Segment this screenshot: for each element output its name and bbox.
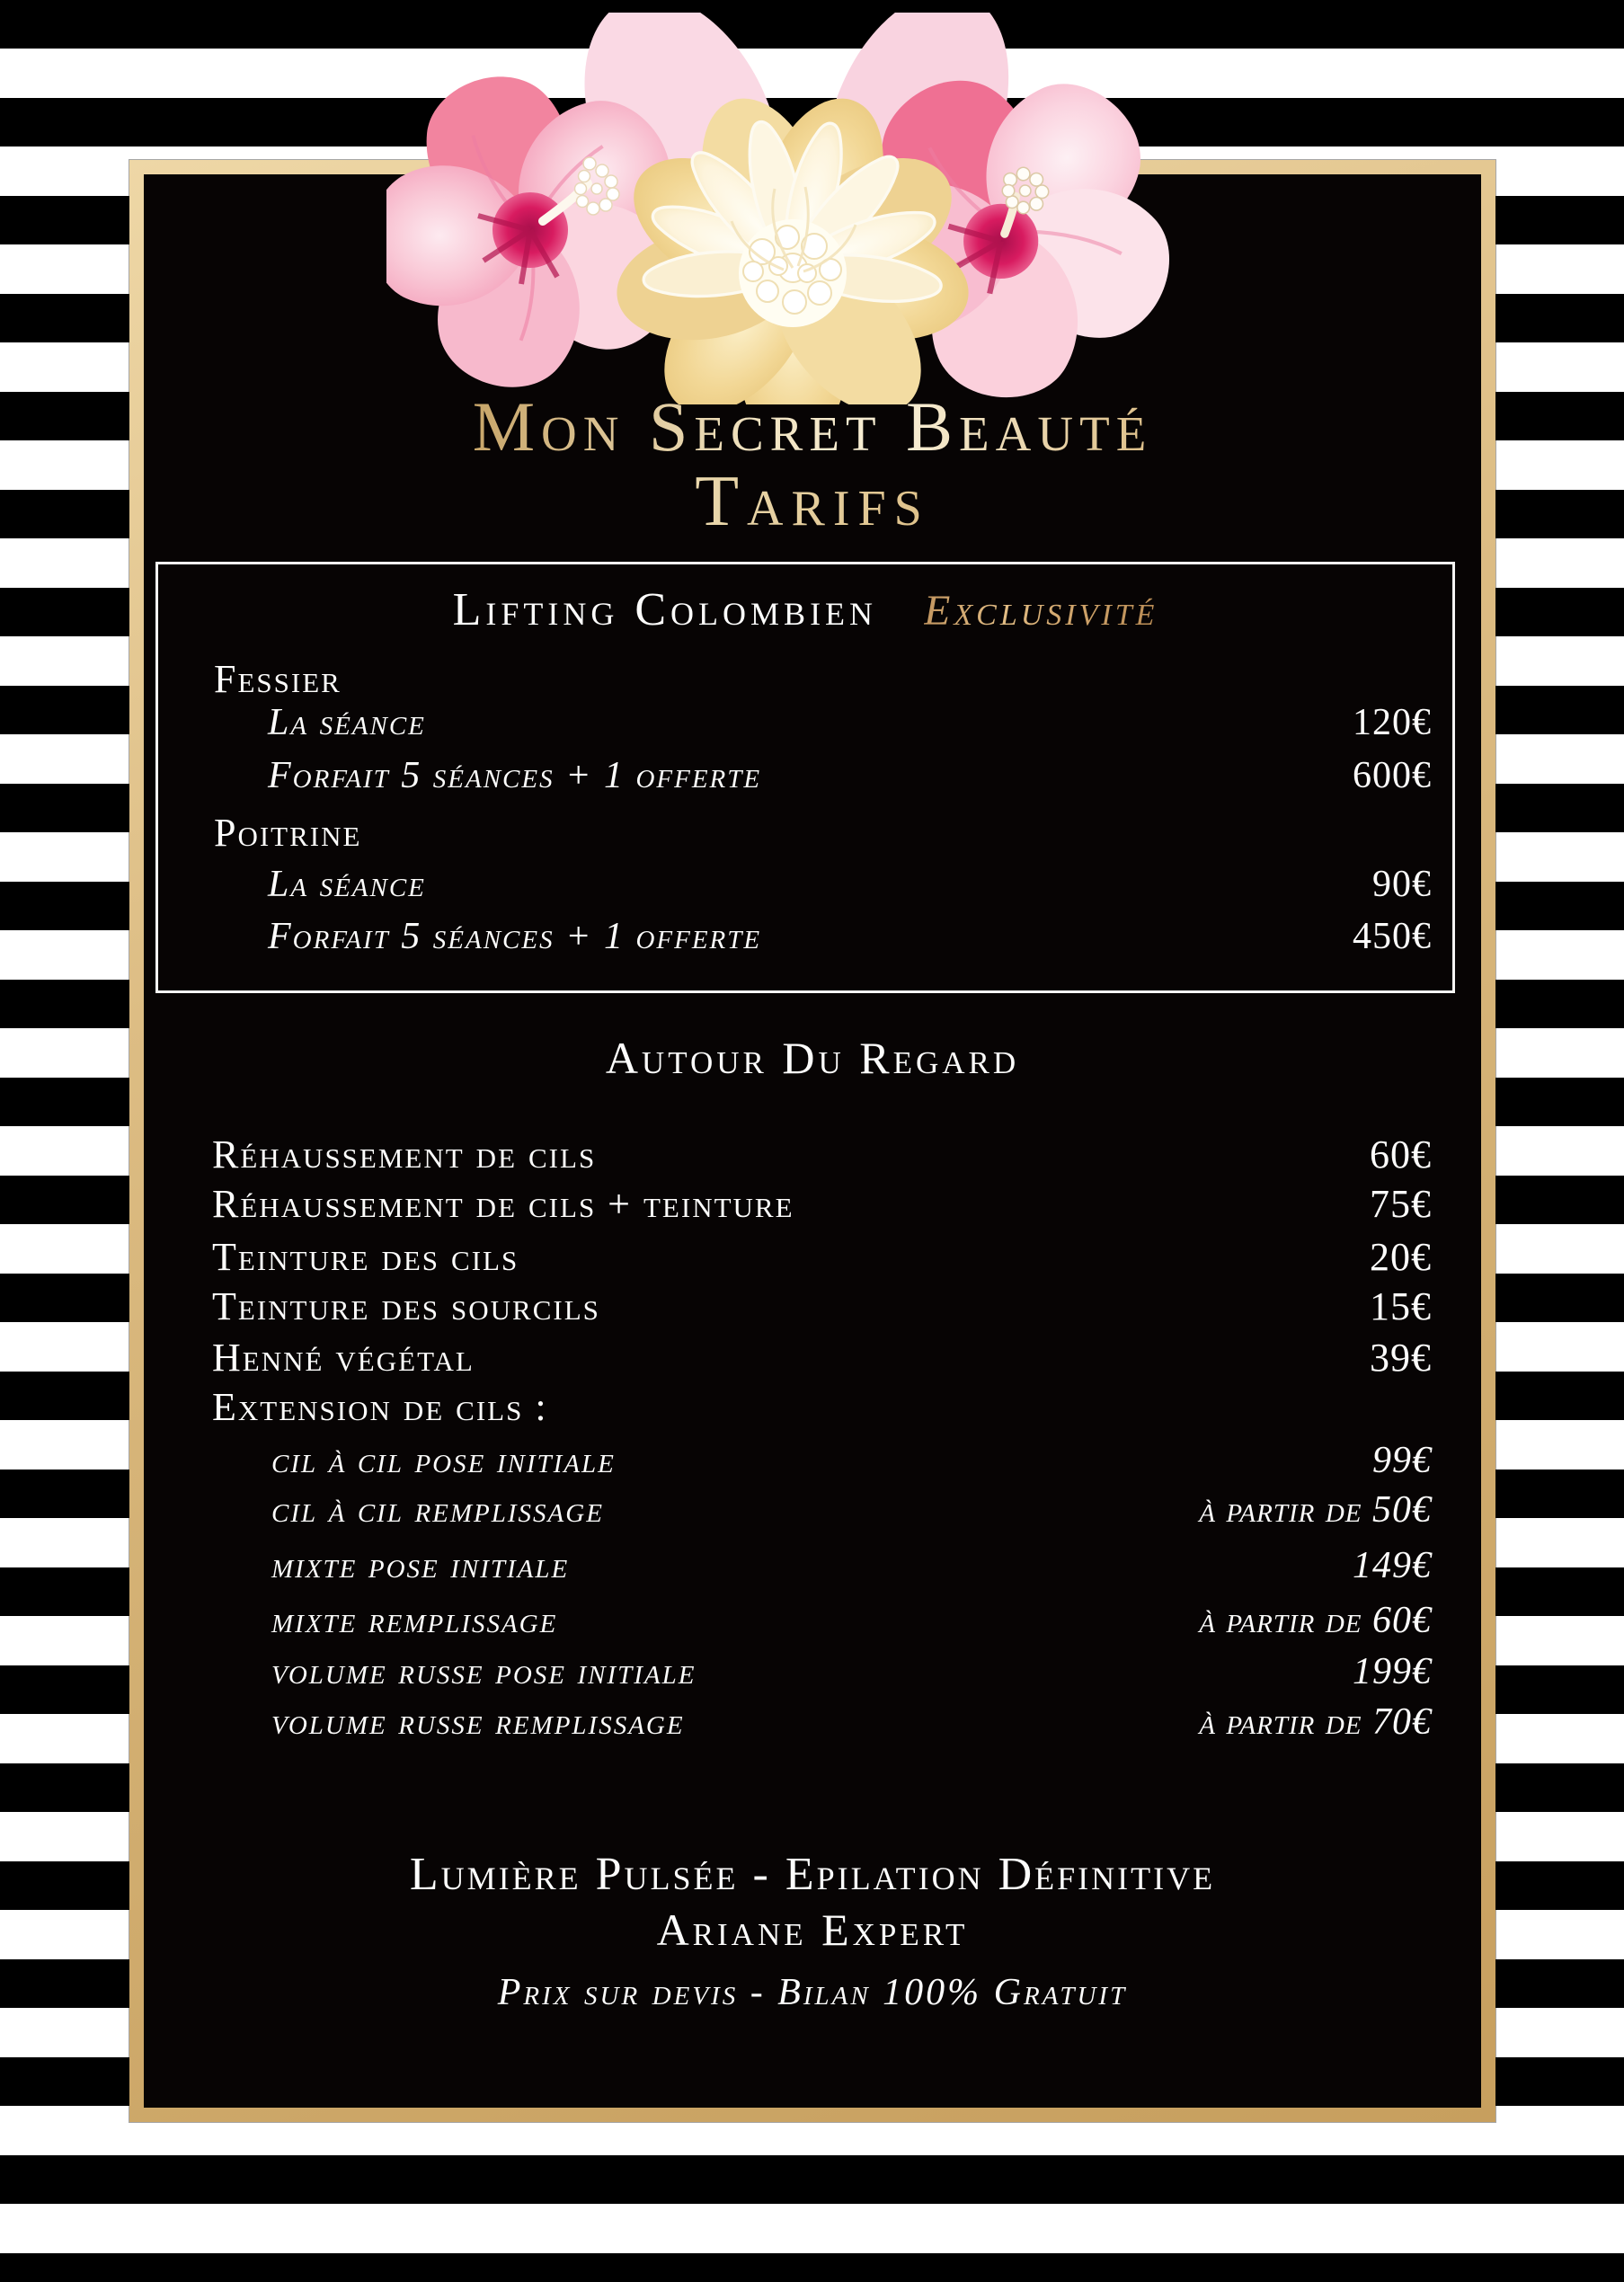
regard-section-title: Autour Du Regard	[605, 1033, 1020, 1083]
price-amount: 75€	[1370, 1182, 1432, 1226]
item-label: Réhaussement de cils + teinture	[212, 1182, 794, 1226]
pulse-section-subtitle: Ariane Expert	[656, 1905, 969, 1955]
lifting-section-title: Lifting Colombien	[452, 584, 878, 635]
item-label: cil à cil remplissage	[271, 1489, 604, 1531]
price-amount: 600€	[1353, 755, 1432, 796]
price-prefix: à partir de	[1199, 1489, 1372, 1531]
item-label: La séance	[268, 702, 426, 743]
price-amount: 70€	[1372, 1701, 1432, 1743]
price-row	[268, 703, 1432, 742]
price-row	[268, 756, 1432, 795]
price-amount: 39€	[1370, 1336, 1432, 1380]
price-row	[271, 1546, 1432, 1585]
item-label: volume russe remplissage	[271, 1701, 685, 1743]
price-amount: 90€	[1372, 864, 1432, 905]
price-amount: 99€	[1372, 1440, 1432, 1481]
price-row	[268, 917, 1432, 956]
price-row	[271, 1441, 1432, 1480]
item-price	[1343, 1337, 1432, 1379]
item-label: Teinture des sourcils	[212, 1284, 600, 1328]
item-price	[1343, 1237, 1432, 1278]
item-label: mixte pose initiale	[271, 1545, 570, 1586]
item-label: mixte remplissage	[271, 1600, 558, 1641]
price-row	[214, 659, 1432, 700]
item-label: Réhaussement de cils	[212, 1132, 597, 1177]
item-price	[1326, 1652, 1432, 1692]
price-amount: 60€	[1372, 1600, 1432, 1641]
price-amount: 50€	[1372, 1489, 1432, 1531]
price-amount: 20€	[1370, 1235, 1432, 1279]
item-price	[1172, 1702, 1432, 1742]
item-label: Poitrine	[214, 811, 362, 855]
price-row	[271, 1601, 1432, 1640]
price-amount: 15€	[1370, 1284, 1432, 1328]
item-label: Fessier	[214, 657, 342, 701]
pulse-section-note: Prix sur devis - Bilan 100% Gratuit	[497, 1972, 1128, 2013]
item-price	[1326, 1546, 1432, 1585]
brand-title: Mon Secret Beauté	[129, 392, 1495, 462]
price-row	[212, 1337, 1432, 1379]
item-price	[1343, 1184, 1432, 1225]
price-row	[212, 1286, 1432, 1327]
price-row	[271, 1702, 1432, 1742]
item-price	[1343, 1134, 1432, 1176]
price-amount: 60€	[1370, 1132, 1432, 1177]
price-amount: 450€	[1353, 916, 1432, 957]
item-price	[1326, 703, 1432, 742]
item-label: Henné végétal	[212, 1336, 475, 1380]
item-price	[1172, 1601, 1432, 1640]
item-price	[1345, 1441, 1432, 1480]
item-price	[1172, 1490, 1432, 1530]
item-label: Teinture des cils	[212, 1235, 519, 1279]
price-row	[212, 1387, 1432, 1428]
price-amount: 199€	[1353, 1651, 1432, 1692]
item-price	[1326, 917, 1432, 956]
item-price	[1345, 865, 1432, 904]
price-row	[212, 1237, 1432, 1278]
price-row	[268, 865, 1432, 904]
item-label: cil à cil pose initiale	[271, 1440, 616, 1481]
lifting-section-heading	[155, 584, 1455, 635]
item-label: Forfait 5 séances + 1 offerte	[268, 755, 762, 796]
price-amount: 120€	[1353, 702, 1432, 743]
pulse-section-title: Lumière Pulsée - Epilation Définitive	[409, 1849, 1216, 1900]
price-row	[212, 1134, 1432, 1176]
price-row	[271, 1490, 1432, 1530]
flower-illustration	[386, 13, 1240, 404]
item-price	[1326, 756, 1432, 795]
price-prefix: à partir de	[1199, 1701, 1372, 1743]
item-label: volume russe pose initiale	[271, 1651, 697, 1692]
page-title: Tarifs	[129, 466, 1495, 537]
item-price	[1343, 1286, 1432, 1327]
exclusivity-badge: Exclusivité	[924, 587, 1158, 635]
price-amount: 149€	[1353, 1545, 1432, 1586]
price-prefix: à partir de	[1199, 1600, 1372, 1641]
price-row	[271, 1652, 1432, 1692]
item-label: La séance	[268, 864, 426, 905]
item-label: Extension de cils :	[212, 1385, 548, 1429]
price-row	[212, 1184, 1432, 1225]
item-label: Forfait 5 séances + 1 offerte	[268, 916, 762, 957]
price-row	[214, 812, 1432, 854]
